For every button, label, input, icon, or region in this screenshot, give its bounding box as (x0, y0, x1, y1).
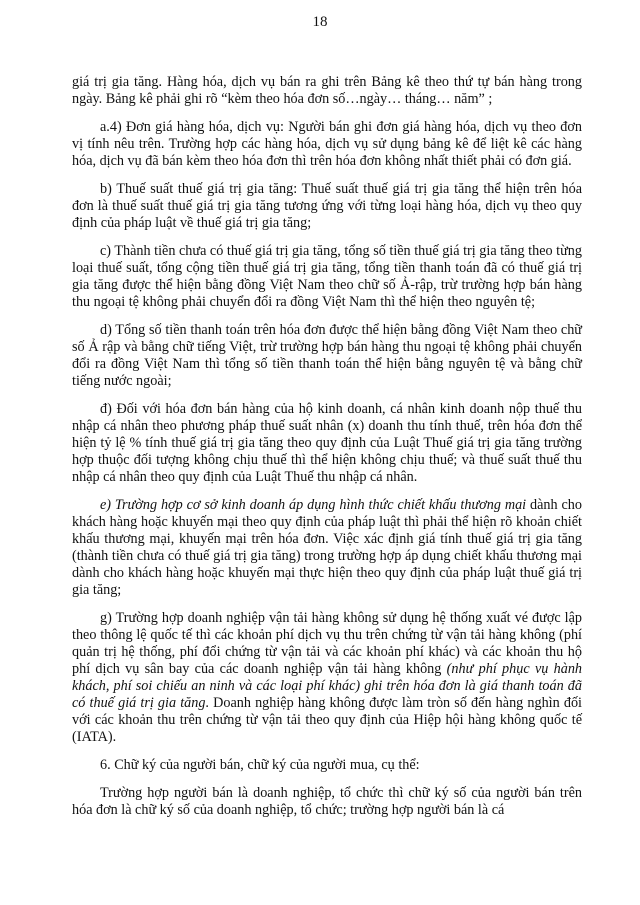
paragraph-dd: đ) Đối với hóa đơn bán hàng của hộ kinh doanh, cá nhân kinh doanh nộp thuế thu nhập cá nhân theo phương pháp thuế suất nhân (x) doanh thu tính thuế, trên hóa đơn thể hiện tỷ lệ % tính thuế giá trị gia tăng theo quy định của Luật Thuế giá trị gia tăng trường hợp thuộc đối tượng không chịu thuế thì thể hiện không chịu thuế; và thuế suất thuế thu nhập cá nhân theo quy định của Luật Thuế thu nhập cá nhân. (72, 401, 582, 485)
document-body (72, 74, 582, 830)
section-6-paragraph: Trường hợp người bán là doanh nghiệp, tổ chức thì chữ ký số của người bán trên hóa đơn là chữ ký số của doanh nghiệp, tổ chức; trường hợp người bán là cá (72, 785, 582, 818)
section-6-heading: 6. Chữ ký của người bán, chữ ký của người mua, cụ thể: (100, 757, 420, 773)
paragraph-e (72, 497, 582, 599)
paragraph-a4: a.4) Đơn giá hàng hóa, dịch vụ: Người bán ghi đơn giá hàng hóa, dịch vụ theo đơn vị tính nêu trên. Trường hợp các hàng hóa, dịch vụ sử dụng bảng kê để liệt kê các hàng hóa, dịch vụ đã bán kèm theo hóa đơn thì trên hóa đơn không nhất thiết phải có đơn giá. (72, 119, 582, 169)
paragraph-g-italic: (như phí phục vụ hành khách, phí soi chiếu an ninh và các loại phí khác) ghi trên hóa đơn là giá thanh toán đã có thuế giá trị gia tăng (72, 661, 583, 711)
paragraph-e-body: dành cho khách hàng hoặc khuyến mại theo quy định của pháp luật thì phải thể hiện rõ khoản chiết khấu thương mại, khuyến mại trên hóa đơn. Việc xác định giá tính thuế giá trị gia tăng (thành tiền chưa có thuế giá trị gia tăng) trong trường hợp áp dụng chiết khấu thương mại dành cho khách hàng hoặc khuyến mại thực hiện theo quy định của pháp luật thuế giá trị gia tăng; (72, 497, 582, 598)
paragraph-c: c) Thành tiền chưa có thuế giá trị gia tăng, tổng số tiền thuế giá trị gia tăng theo từng loại thuế suất, tổng cộng tiền thuế giá trị gia tăng, tổng tiền thanh toán đã có thuế giá trị gia tăng được thể hiện bằng đồng Việt Nam theo chữ số Ả-rập, trừ trường hợp bán hàng thu ngoại tệ không phải chuyển đổi ra đồng Việt Nam thì thể hiện theo nguyên tệ; (72, 243, 582, 310)
paragraph-continuation: giá trị gia tăng. Hàng hóa, dịch vụ bán ra ghi trên Bảng kê theo thứ tự bán hàng trong ngày. Bảng kê phải ghi rõ “kèm theo hóa đơn số…ngày… tháng… năm” ; (72, 74, 582, 107)
paragraph-e-lead: e) Trường hợp cơ sở kinh doanh áp dụng hình thức chiết khấu thương mại (100, 497, 527, 513)
paragraph-g-tail: . Doanh nghiệp hàng không được làm tròn số đến hàng nghìn đối với các khoản thu trên chứng từ vận tải theo quy định của Hiệp hội hàng không quốc tế (IATA). (72, 695, 582, 745)
paragraph-g-body: g) Trường hợp doanh nghiệp vận tải hàng không sử dụng hệ thống xuất vé được lập theo thông lệ quốc tế thì các khoản phí dịch vụ thu trên chứng từ vận tải hàng không (phí quản trị hệ thống, phí đổi chứng từ vận tải và các khoản phí khác) và các khoản thu hộ phí dịch vụ sân bay của các doanh nghiệp vận tải hàng không (72, 610, 582, 677)
page-number: 18 (312, 14, 328, 30)
paragraph-b: b) Thuế suất thuế giá trị gia tăng: Thuế suất thuế giá trị gia tăng thể hiện trên hóa đơn là thuế suất thuế giá trị gia tăng tương ứng với từng loại hàng hóa, dịch vụ theo quy định của pháp luật về thuế giá trị gia tăng; (72, 181, 582, 231)
paragraph-g (72, 610, 582, 746)
paragraph-d: d) Tổng số tiền thanh toán trên hóa đơn được thể hiện bằng đồng Việt Nam theo chữ số Ả rập và bằng chữ tiếng Việt, trừ trường hợp bán hàng thu ngoại tệ không phải chuyển đổi ra đồng Việt Nam thì tổng số tiền thanh toán thể hiện bằng nguyên tệ và bằng chữ tiếng nước ngoài; (72, 322, 582, 389)
